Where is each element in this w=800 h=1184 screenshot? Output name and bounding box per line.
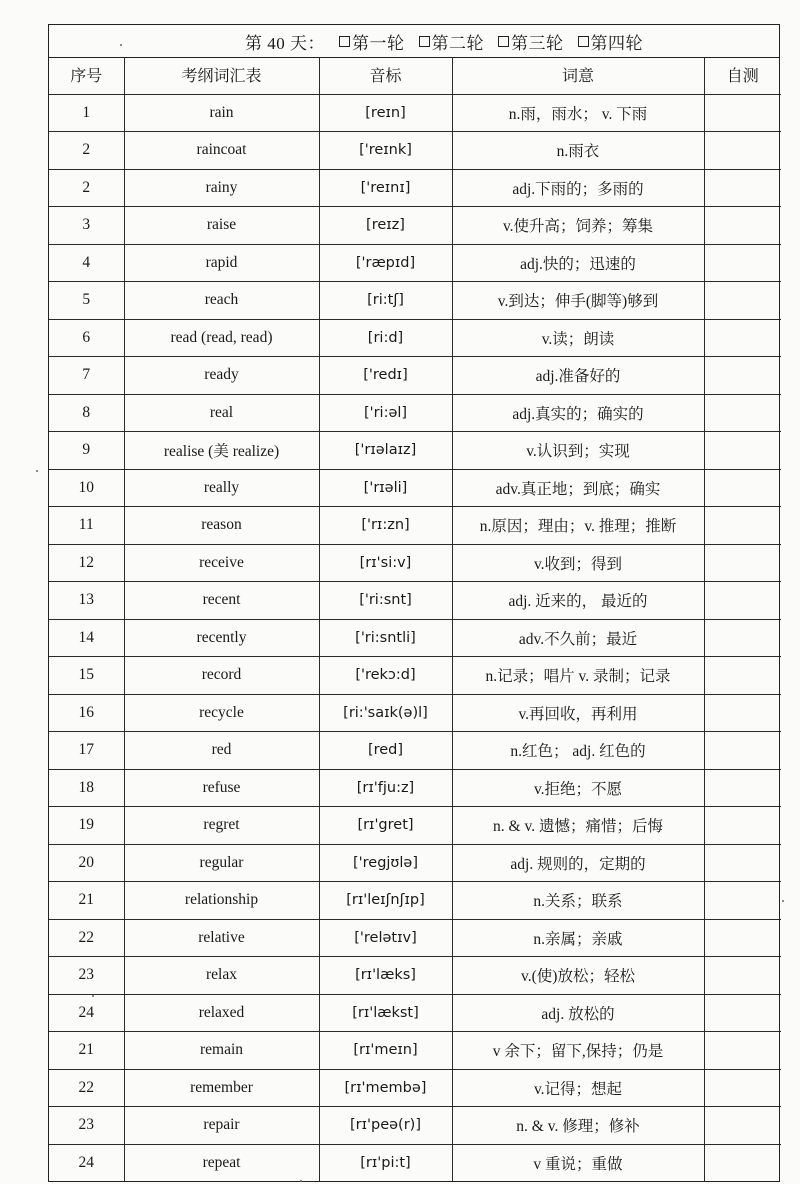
cell-phonetic: ['ræpɪd] [319,244,452,282]
table-row [49,507,781,545]
cell-word: raincoat [124,132,319,170]
cell-number: 21 [49,1032,124,1070]
cell-self-test[interactable] [704,507,781,545]
round-2[interactable]: 第二轮 [419,29,485,54]
round-1[interactable]: 第一轮 [339,29,405,54]
cell-phonetic: ['rɪəli] [319,469,452,507]
cell-number: 14 [49,619,124,657]
cell-number: 22 [49,919,124,957]
cell-word: remember [124,1069,319,1107]
table-row [49,432,781,470]
cell-number: 3 [49,207,124,245]
cell-word: relax [124,957,319,995]
column-header-word: 考纲词汇表 [124,58,319,94]
cell-phonetic: [rɪ'leɪʃnʃɪp] [319,882,452,920]
cell-phonetic: [reɪz] [319,207,452,245]
cell-meaning: v 重说；重做 [452,1144,704,1181]
cell-phonetic: ['rɪ:zn] [319,507,452,545]
cell-meaning: v.再回收，再利用 [452,694,704,732]
cell-meaning: v.使升高；饲养；筹集 [452,207,704,245]
cell-self-test[interactable] [704,769,781,807]
cell-word: really [124,469,319,507]
cell-self-test[interactable] [704,394,781,432]
cell-self-test[interactable] [704,657,781,695]
cell-word: refuse [124,769,319,807]
cell-phonetic: [rɪ'membə] [319,1069,452,1107]
cell-phonetic: ['regjʊlə] [319,844,452,882]
table-row [49,169,781,207]
cell-number: 16 [49,694,124,732]
cell-word: recently [124,619,319,657]
cell-meaning: adj.真实的；确实的 [452,394,704,432]
cell-word: repair [124,1107,319,1145]
table-header-row [49,58,781,94]
cell-phonetic: [ri:tʃ] [319,282,452,320]
table-row [49,282,781,320]
cell-meaning: adj.快的；迅速的 [452,244,704,282]
checkbox-icon[interactable] [498,36,509,47]
cell-phonetic: ['relətɪv] [319,919,452,957]
cell-meaning: v.收到；得到 [452,544,704,582]
cell-phonetic: [rɪ'pi:t] [319,1144,452,1181]
cell-word: recent [124,582,319,620]
checkbox-icon[interactable] [419,36,430,47]
table-row [49,469,781,507]
cell-phonetic: [rɪ'fju:z] [319,769,452,807]
cell-phonetic: [rɪ'meɪn] [319,1032,452,1070]
cell-number: 15 [49,657,124,695]
table-row [49,394,781,432]
cell-phonetic: ['ri:əl] [319,394,452,432]
cell-meaning: v.读；朗读 [452,319,704,357]
cell-phonetic: ['ri:sntli] [319,619,452,657]
checkbox-icon[interactable] [339,36,350,47]
table-row [49,1069,781,1107]
cell-word: receive [124,544,319,582]
cell-phonetic: [rɪ'læks] [319,957,452,995]
table-row [49,732,781,770]
table-row [49,544,781,582]
table-row [49,769,781,807]
cell-self-test[interactable] [704,319,781,357]
cell-self-test[interactable] [704,694,781,732]
cell-word: recycle [124,694,319,732]
cell-self-test[interactable] [704,1032,781,1070]
cell-phonetic: [ri:d] [319,319,452,357]
cell-number: 7 [49,357,124,395]
cell-word: rapid [124,244,319,282]
cell-self-test[interactable] [704,469,781,507]
cell-number: 22 [49,1069,124,1107]
cell-phonetic: ['rekɔ:d] [319,657,452,695]
cell-word: rain [124,94,319,132]
table-row [49,919,781,957]
cell-word: relative [124,919,319,957]
cell-meaning: adj. 近来的， 最近的 [452,582,704,620]
cell-phonetic: ['reɪnk] [319,132,452,170]
cell-number: 5 [49,282,124,320]
cell-meaning: n. & v. 遗憾；痛惜；后悔 [452,807,704,845]
table-row [49,694,781,732]
cell-number: 21 [49,882,124,920]
table-row [49,882,781,920]
cell-number: 11 [49,507,124,545]
cell-word: red [124,732,319,770]
cell-phonetic: ['ri:snt] [319,582,452,620]
cell-phonetic: [reɪn] [319,94,452,132]
cell-self-test[interactable] [704,169,781,207]
cell-number: 2 [49,169,124,207]
cell-meaning: adv.真正地；到底；确实 [452,469,704,507]
cell-meaning: adj.下雨的；多雨的 [452,169,704,207]
cell-self-test[interactable] [704,957,781,995]
cell-meaning: v 余下；留下,保持；仍是 [452,1032,704,1070]
cell-number: 8 [49,394,124,432]
cell-phonetic: [ri:'saɪk(ə)l] [319,694,452,732]
column-header-phonetic: 音标 [319,58,452,94]
cell-self-test[interactable] [704,132,781,170]
table-row [49,207,781,245]
cell-word: real [124,394,319,432]
cell-meaning: v.拒绝；不愿 [452,769,704,807]
table-body [49,94,781,1181]
scan-speck [300,1180,302,1182]
vocabulary-table [49,58,781,1181]
cell-self-test[interactable] [704,919,781,957]
table-row [49,807,781,845]
cell-phonetic: [rɪ'gret] [319,807,452,845]
cell-word: repeat [124,1144,319,1181]
cell-meaning: adj.准备好的 [452,357,704,395]
cell-word: record [124,657,319,695]
cell-word: relationship [124,882,319,920]
table-row [49,657,781,695]
cell-phonetic: [rɪ'lækst] [319,994,452,1032]
table-row [49,357,781,395]
cell-word: reach [124,282,319,320]
cell-self-test[interactable] [704,844,781,882]
cell-number: 24 [49,994,124,1032]
cell-self-test[interactable] [704,94,781,132]
cell-number: 19 [49,807,124,845]
cell-meaning: adj. 规则的，定期的 [452,844,704,882]
cell-phonetic: ['reɪnɪ] [319,169,452,207]
checkbox-icon[interactable] [578,36,589,47]
cell-meaning: n.亲属；亲戚 [452,919,704,957]
cell-meaning: v.到达；伸手(脚等)够到 [452,282,704,320]
cell-word: regret [124,807,319,845]
cell-self-test[interactable] [704,357,781,395]
table-row [49,1107,781,1145]
cell-phonetic: ['rɪəlaɪz] [319,432,452,470]
round-3[interactable]: 第三轮 [498,29,564,54]
cell-number: 24 [49,1144,124,1181]
day-label: 第 40 天： [245,33,325,53]
scan-speck [92,995,94,997]
cell-number: 2 [49,132,124,170]
cell-word: ready [124,357,319,395]
table-row [49,319,781,357]
cell-number: 10 [49,469,124,507]
cell-number: 13 [49,582,124,620]
cell-phonetic: [rɪ'peə(r)] [319,1107,452,1145]
scan-speck [36,470,38,472]
cell-meaning: v.认识到；实现 [452,432,704,470]
sheet-header [49,25,779,58]
cell-number: 23 [49,1107,124,1145]
cell-meaning: n.红色； adj. 红色的 [452,732,704,770]
scan-speck [782,900,784,902]
cell-meaning: n.原因；理由；v. 推理；推断 [452,507,704,545]
cell-phonetic: [rɪ'si:v] [319,544,452,582]
cell-word: reason [124,507,319,545]
cell-meaning: n.记录；唱片 v. 录制；记录 [452,657,704,695]
cell-self-test[interactable] [704,732,781,770]
table-row [49,1144,781,1181]
cell-number: 12 [49,544,124,582]
cell-meaning: n.关系；联系 [452,882,704,920]
cell-self-test[interactable] [704,432,781,470]
cell-meaning: adj. 放松的 [452,994,704,1032]
cell-self-test[interactable] [704,1144,781,1181]
cell-self-test[interactable] [704,282,781,320]
cell-self-test[interactable] [704,994,781,1032]
cell-word: raise [124,207,319,245]
cell-meaning: n. & v. 修理；修补 [452,1107,704,1145]
cell-self-test[interactable] [704,244,781,282]
cell-number: 23 [49,957,124,995]
cell-number: 9 [49,432,124,470]
cell-meaning: v.(使)放松；轻松 [452,957,704,995]
cell-self-test[interactable] [704,619,781,657]
table-row [49,844,781,882]
table-row [49,957,781,995]
cell-word: realise (美 realize) [124,432,319,470]
vocabulary-sheet [48,24,780,1182]
cell-self-test[interactable] [704,207,781,245]
table-row [49,582,781,620]
cell-word: remain [124,1032,319,1070]
cell-word: read (read, read) [124,319,319,357]
cell-number: 4 [49,244,124,282]
cell-self-test[interactable] [704,1069,781,1107]
cell-number: 1 [49,94,124,132]
cell-meaning: adv.不久前；最近 [452,619,704,657]
cell-self-test[interactable] [704,1107,781,1145]
cell-word: relaxed [124,994,319,1032]
table-row [49,94,781,132]
column-header-number: 序号 [49,58,124,94]
cell-word: regular [124,844,319,882]
cell-self-test[interactable] [704,544,781,582]
column-header-meaning: 词意 [452,58,704,94]
round-4[interactable]: 第四轮 [578,29,644,54]
table-row [49,132,781,170]
table-row [49,244,781,282]
cell-number: 18 [49,769,124,807]
column-header-self-test: 自测 [704,58,781,94]
cell-self-test[interactable] [704,882,781,920]
cell-number: 17 [49,732,124,770]
cell-self-test[interactable] [704,807,781,845]
cell-number: 6 [49,319,124,357]
cell-meaning: n.雨衣 [452,132,704,170]
cell-phonetic: [red] [319,732,452,770]
cell-self-test[interactable] [704,582,781,620]
cell-number: 20 [49,844,124,882]
cell-meaning: n.雨，雨水； v. 下雨 [452,94,704,132]
table-row [49,1032,781,1070]
cell-phonetic: ['redɪ] [319,357,452,395]
table-row [49,994,781,1032]
cell-meaning: v.记得；想起 [452,1069,704,1107]
cell-word: rainy [124,169,319,207]
scan-speck [120,44,122,46]
table-row [49,619,781,657]
